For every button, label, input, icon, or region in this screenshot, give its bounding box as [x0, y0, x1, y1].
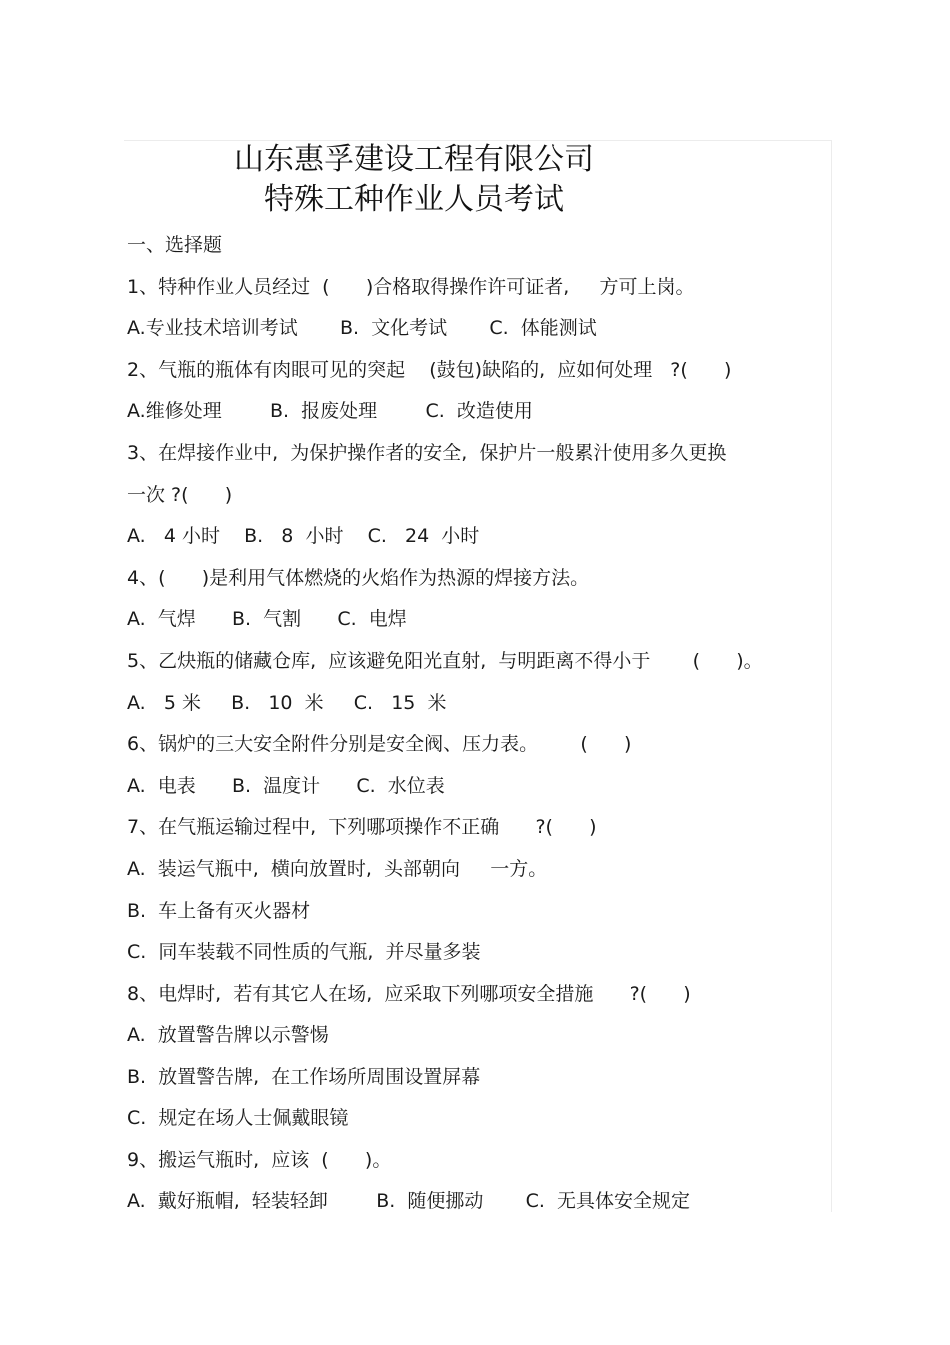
company-title: 山东惠孚建设工程有限公司 — [234, 142, 594, 177]
question-4-options: A. 气焊 B. 气割 C. 电焊 — [127, 608, 407, 630]
question-3-continued: 一次 ?( ) — [127, 484, 233, 506]
question-1: 1、特种作业人员经过 ( )合格取得操作许可证者, 方可上岗。 — [127, 276, 695, 298]
question-3-options: A. 4 小时 B. 8 小时 C. 24 小时 — [127, 525, 480, 547]
question-2-options: A.维修处理 B. 报废处理 C. 改造使用 — [127, 400, 533, 422]
exam-title: 特殊工种作业人员考试 — [264, 182, 564, 217]
question-8-option-b: B. 放置警告牌, 在工作场所周围设置屏幕 — [127, 1066, 481, 1088]
question-8: 8、电焊时, 若有其它人在场, 应采取下列哪项安全措施 ?( ) — [127, 983, 691, 1005]
question-6-options: A. 电表 B. 温度计 C. 水位表 — [127, 775, 445, 797]
question-2: 2、气瓶的瓶体有肉眼可见的突起 (鼓包)缺陷的, 应如何处理 ?( ) — [127, 359, 732, 381]
question-8-option-c: C. 规定在场人士佩戴眼镜 — [127, 1107, 349, 1129]
question-7-option-a: A. 装运气瓶中, 横向放置时, 头部朝向 一方。 — [127, 858, 548, 880]
question-6: 6、锅炉的三大安全附件分别是安全阀、压力表。 ( ) — [127, 733, 632, 755]
section-heading: 一、选择题 — [127, 234, 223, 256]
question-7-option-b: B. 车上备有灭火器材 — [127, 900, 311, 922]
question-9-options: A. 戴好瓶帽, 轻装轻卸 B. 随便挪动 C. 无具体安全规定 — [127, 1190, 691, 1212]
question-7-option-c: C. 同车装载不同性质的气瓶, 并尽量多装 — [127, 941, 481, 963]
question-4: 4、( )是利用气体燃烧的火焰作为热源的焊接方法。 — [127, 567, 590, 589]
question-1-options: A.专业技术培训考试 B. 文化考试 C. 体能测试 — [127, 317, 597, 339]
question-3: 3、在焊接作业中, 为保护操作者的安全, 保护片一般累汁使用多久更换 — [127, 442, 727, 464]
question-5-options: A. 5 米 B. 10 米 C. 15 米 — [127, 692, 447, 714]
question-8-option-a: A. 放置警告牌以示警惕 — [127, 1024, 329, 1046]
question-7: 7、在气瓶运输过程中, 下列哪项操作不正确 ?( ) — [127, 816, 597, 838]
question-5: 5、乙炔瓶的储藏仓库, 应该避免阳光直射, 与明距离不得小于 ( )。 — [127, 650, 763, 672]
question-9: 9、搬运气瓶时, 应该 ( )。 — [127, 1149, 392, 1171]
